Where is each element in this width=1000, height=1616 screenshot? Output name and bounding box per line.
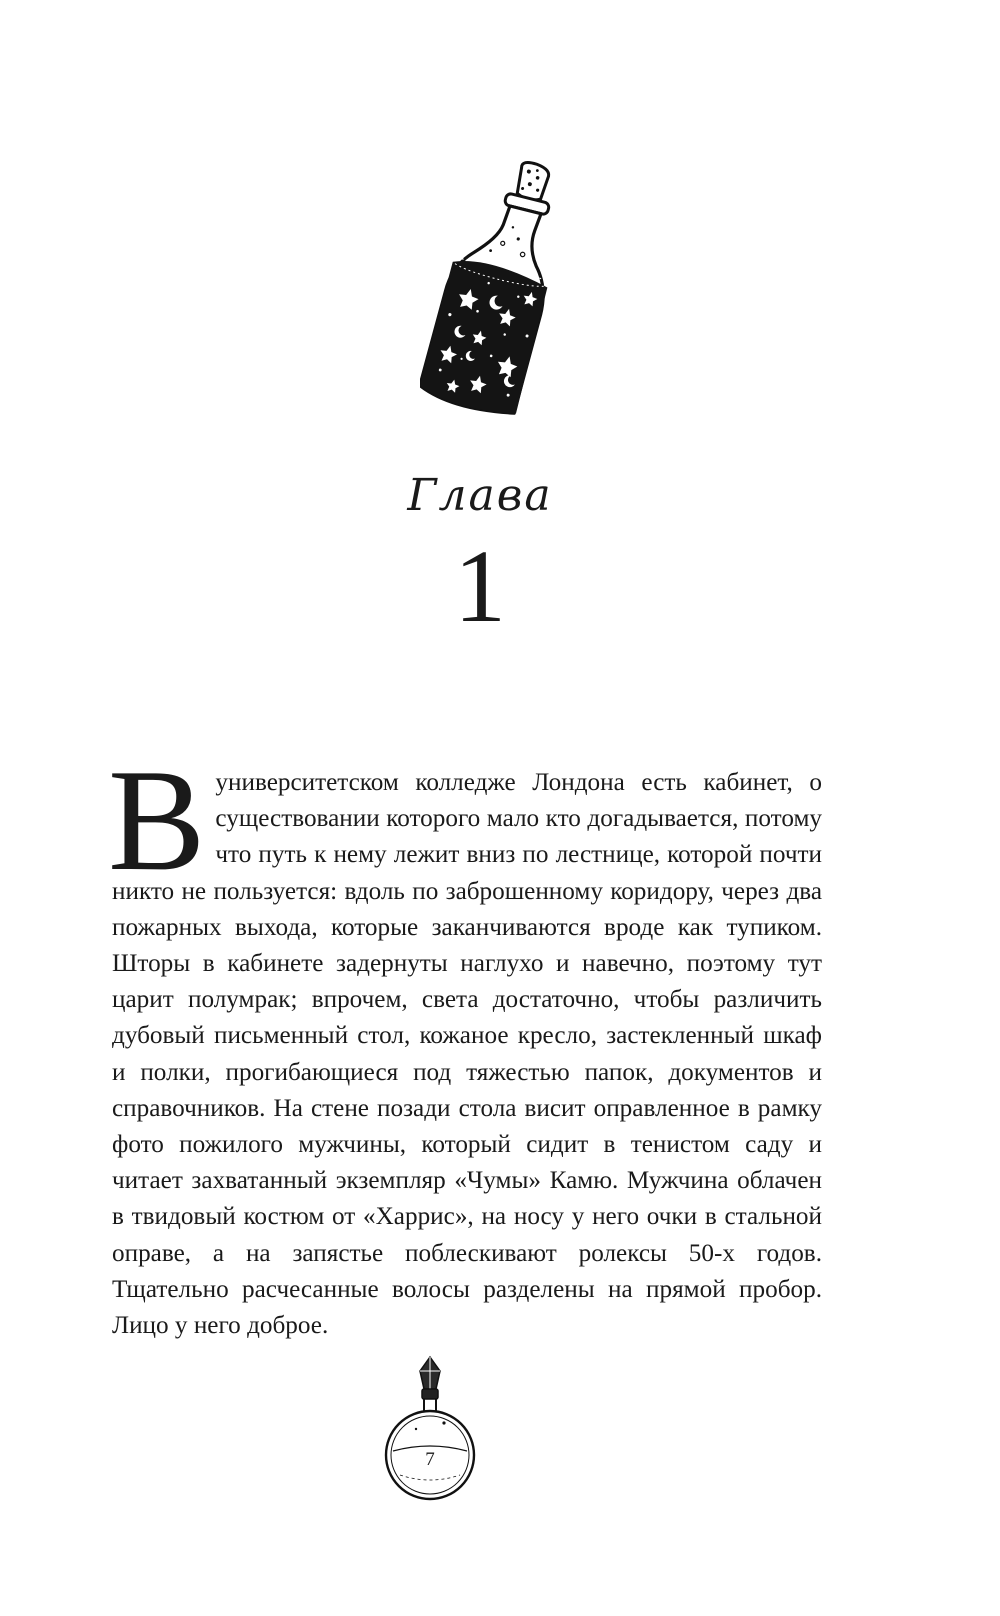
drop-cap: В (108, 739, 206, 901)
chapter-label: Глава (407, 470, 553, 521)
page-number: 7 (425, 1449, 435, 1470)
round-potion-bottle-icon (380, 1355, 480, 1515)
starry-potion-bottle-icon (420, 155, 570, 430)
chapter-number: 1 (454, 529, 506, 644)
chapter-opening-paragraph (108, 739, 822, 1344)
page-footer (380, 1355, 480, 1515)
paragraph-text: университетском колледже Лондона есть кабинет, о существовании которого мало кто догадывается, потому что путь к нему лежит вниз по лестнице, которой почти никто не пользуется: вдоль по заброшенному коридору, через два пожарных выхода, которые заканчиваются вроде как тупиком. Шторы в кабинете задернуты наглухо и навечно, поэтому тут царит полумрак; впрочем, света достаточно, чтобы различить дубовый письменный стол, кожаное кресло, застекленный шкаф и полки, прогибающиеся под тяжестью папок, документов и справочников. На стене позади стола висит оправленное в рамку фото пожилого мужчины, который сидит в тенистом саду и читает захватанный экземпляр «Чумы» Камю. Мужчина облачен в твидовый костюм от «Харрис», на носу у него очки в стальной оправе, а на запястье поблескивают ролексы 50-х годов. Тщательно расчесанные волосы разделены на прямой пробор. Лицо у него доброе. (112, 769, 822, 1340)
